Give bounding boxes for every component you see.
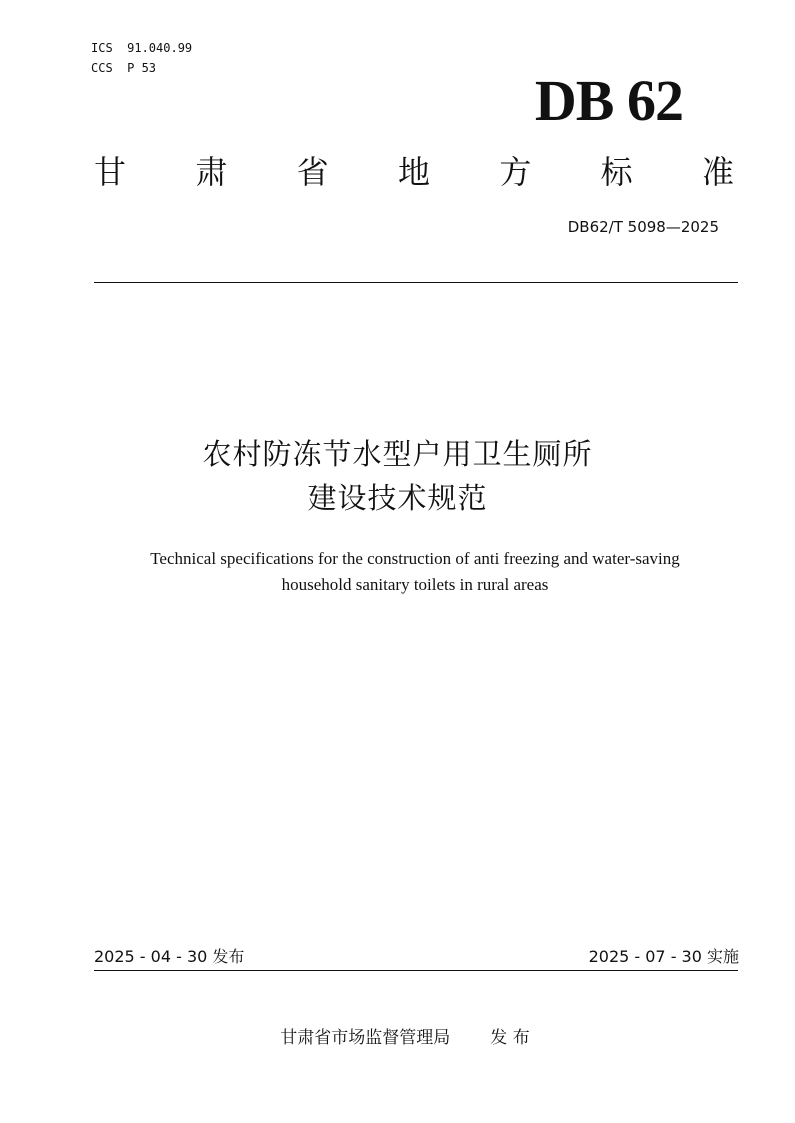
chinese-title — [0, 432, 795, 520]
english-title — [0, 546, 795, 598]
english-title-line-1: Technical specifications for the construction of anti freezing and water-saving — [150, 549, 680, 568]
chinese-title-line-1: 农村防冻节水型户用卫生厕所 — [202, 437, 593, 471]
db62-logo: DB 62 — [534, 68, 683, 133]
issuing-authority-name: 甘肃省市场监督管理局 — [280, 1028, 451, 1048]
bottom-divider — [94, 970, 738, 971]
ccs-code: CCS P 53 — [91, 61, 157, 75]
title-char: 省 — [296, 153, 329, 191]
issuing-authority — [0, 1026, 795, 1050]
top-divider — [94, 282, 738, 283]
title-char: 标 — [600, 153, 633, 191]
issuing-action: 发 布 — [490, 1028, 530, 1048]
title-char: 方 — [499, 153, 532, 191]
implementation-date: 2025 - 07 - 30 实施 — [588, 947, 739, 966]
title-char: 准 — [701, 153, 734, 191]
ics-code: ICS 91.040.99 — [91, 41, 193, 55]
standard-number: DB62/T 5098—2025 — [567, 218, 719, 236]
title-char: 肃 — [195, 153, 228, 191]
classification-codes — [91, 38, 192, 78]
chinese-title-line-2: 建设技术规范 — [307, 481, 488, 515]
title-char: 地 — [397, 153, 430, 191]
title-char: 甘 — [94, 153, 127, 191]
document-type-title — [94, 148, 734, 196]
issue-date: 2025 - 04 - 30 发布 — [94, 947, 245, 966]
english-title-line-2: household sanitary toilets in rural areas — [281, 575, 549, 594]
